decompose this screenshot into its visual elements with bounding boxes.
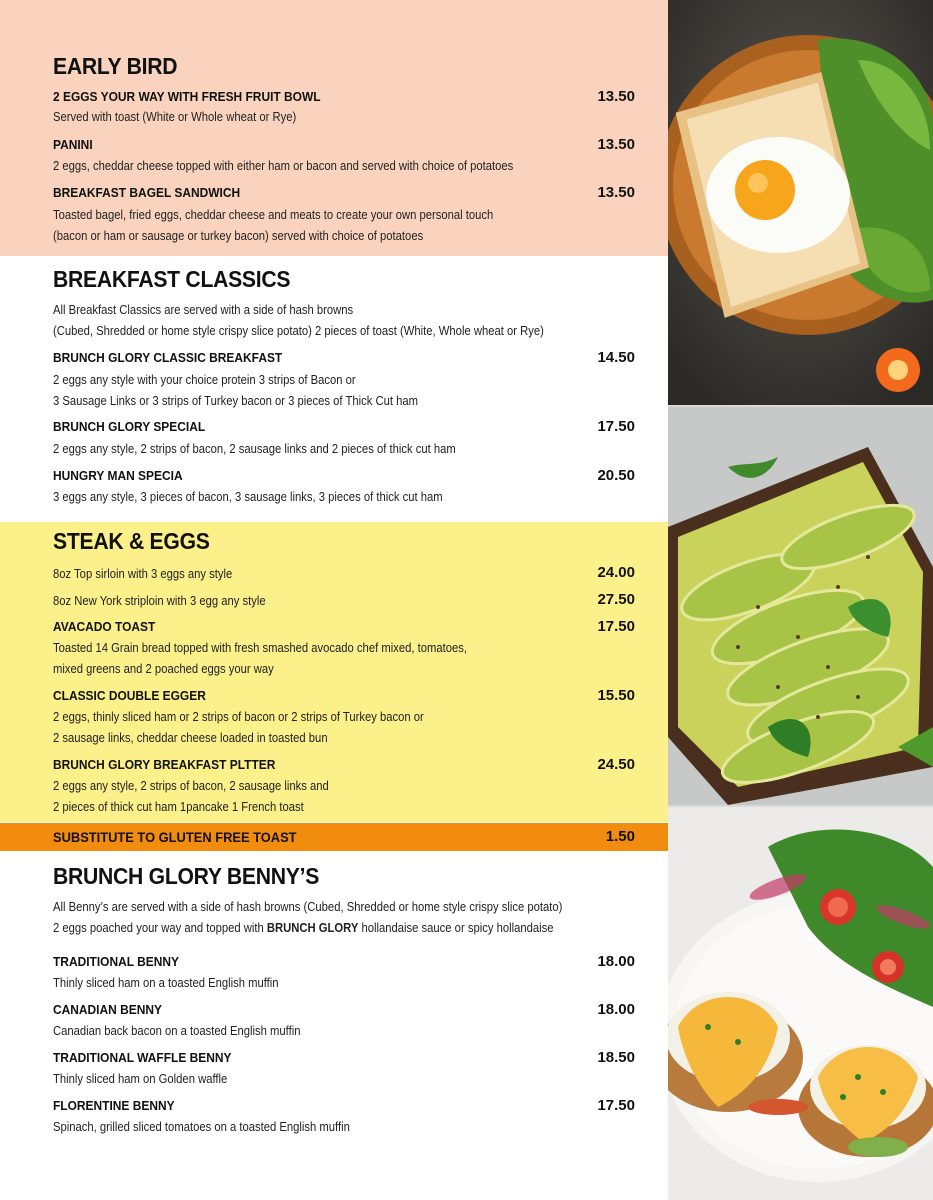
section-intro: All Benny’s are served with a side of hash browns (Cubed, Shredded or home style crispy slice potato): [53, 900, 563, 914]
menu-line: 8oz Top sirloin with 3 eggs any style: [53, 567, 233, 581]
menu-item-price: 13.50: [597, 184, 635, 201]
menu-item-name: TRADITIONAL WAFFLE BENNY: [53, 1050, 232, 1065]
menu-item-desc: Spinach, grilled sliced tomatoes on a toasted English muffin: [53, 1120, 350, 1134]
intro-text: hollandaise sauce or spicy hollandaise: [358, 921, 554, 935]
breakfast-classics-title: BREAKFAST CLASSICS: [53, 266, 291, 292]
menu-item-name: FLORENTINE BENNY: [53, 1098, 175, 1113]
menu-item-name: PANINI: [53, 137, 93, 152]
menu-item-name: HUNGRY MAN SPECIA: [53, 468, 183, 483]
menu-item-desc: 2 eggs any style, 2 strips of bacon, 2 sausage links and: [53, 779, 329, 793]
menu-item-price: 17.50: [597, 618, 635, 635]
menu-item-name: BRUNCH GLORY SPECIAL: [53, 419, 206, 434]
menu-item-price: 27.50: [597, 591, 635, 608]
avocado-toast-photo: [668, 407, 933, 805]
menu-item-desc: Thinly sliced ham on a toasted English muffin: [53, 976, 279, 990]
menu-item-desc: (bacon or ham or sausage or turkey bacon) served with choice of potatoes: [53, 229, 424, 243]
section-intro: All Breakfast Classics are served with a side of hash browns: [53, 303, 354, 317]
photo-column: [668, 0, 933, 1200]
menu-item-name: BRUNCH GLORY CLASSIC BREAKFAST: [53, 350, 283, 365]
menu-item-price: 13.50: [597, 136, 635, 153]
menu-item-desc: 3 Sausage Links or 3 strips of Turkey bacon or 3 pieces of Thick Cut ham: [53, 394, 418, 408]
menu-item-price: 17.50: [597, 418, 635, 435]
menu-item-desc: 2 eggs, thinly sliced ham or 2 strips of bacon or 2 strips of Turkey bacon or: [53, 710, 424, 724]
eggs-benedict-photo: [668, 807, 933, 1200]
menu-item-desc: Toasted 14 Grain bread topped with fresh smashed avocado chef mixed, tomatoes,: [53, 641, 467, 655]
menu-item-price: 14.50: [597, 349, 635, 366]
menu-item-desc: 2 eggs any style with your choice protein 3 strips of Bacon or: [53, 373, 356, 387]
early-bird-title: EARLY BIRD: [53, 53, 178, 79]
menu-item-name: AVACADO TOAST: [53, 619, 156, 634]
egg-toast-photo: [668, 0, 933, 405]
menu-item-desc: 2 eggs, cheddar cheese topped with either ham or bacon and served with choice of potatoes: [53, 159, 514, 173]
menu-item-desc: Toasted bagel, fried eggs, cheddar cheese and meats to create your own personal touch: [53, 208, 494, 222]
menu-item-name: BREAKFAST BAGEL SANDWICH: [53, 185, 241, 200]
gluten-free-price: 1.50: [605, 828, 635, 845]
menu-item-desc: mixed greens and 2 poached eggs your way: [53, 662, 274, 676]
menu-line: 8oz New York striploin with 3 egg any style: [53, 594, 266, 608]
menu-item-name: TRADITIONAL BENNY: [53, 954, 180, 969]
menu-item-desc: 2 sausage links, cheddar cheese loaded in toasted bun: [53, 731, 328, 745]
section-intro: [53, 918, 553, 939]
menu-item-desc: Served with toast (White or Whole wheat or Rye): [53, 110, 297, 124]
menu-item-desc: Thinly sliced ham on Golden waffle: [53, 1072, 228, 1086]
menu-item-desc: Canadian back bacon on a toasted English muffin: [53, 1024, 301, 1038]
menu-item-price: 24.00: [597, 564, 635, 581]
gluten-free-label: SUBSTITUTE TO GLUTEN FREE TOAST: [53, 829, 297, 845]
menu-item-price: 13.50: [597, 88, 635, 105]
menu-item-price: 24.50: [597, 756, 635, 773]
menu-item-name: 2 EGGS YOUR WAY WITH FRESH FRUIT BOWL: [53, 89, 321, 104]
menu-item-desc: 3 eggs any style, 3 pieces of bacon, 3 sausage links, 3 pieces of thick cut ham: [53, 490, 443, 504]
menu-item-desc: 2 eggs any style, 2 strips of bacon, 2 sausage links and 2 pieces of thick cut ham: [53, 442, 456, 456]
steak-eggs-title: STEAK & EGGS: [53, 528, 210, 554]
menu-item-price: 17.50: [597, 1097, 635, 1114]
menu-item-price: 15.50: [597, 687, 635, 704]
menu-item-price: 18.00: [597, 1001, 635, 1018]
intro-text: 2 eggs poached your way and topped with: [53, 921, 267, 935]
menu-item-price: 18.00: [597, 953, 635, 970]
menu-item-price: 18.50: [597, 1049, 635, 1066]
bennys-title: BRUNCH GLORY BENNY’S: [53, 863, 320, 889]
menu-item-name: BRUNCH GLORY BREAKFAST PLTTER: [53, 757, 276, 772]
menu-item-desc: 2 pieces of thick cut ham 1pancake 1 French toast: [53, 800, 304, 814]
menu-item-price: 20.50: [597, 467, 635, 484]
menu-item-name: CLASSIC DOUBLE EGGER: [53, 688, 206, 703]
brand-name: BRUNCH GLORY: [266, 921, 359, 935]
menu-item-name: CANADIAN BENNY: [53, 1002, 162, 1017]
section-intro: (Cubed, Shredded or home style crispy slice potato) 2 pieces of toast (White, Whole wheat or Rye): [53, 324, 544, 338]
